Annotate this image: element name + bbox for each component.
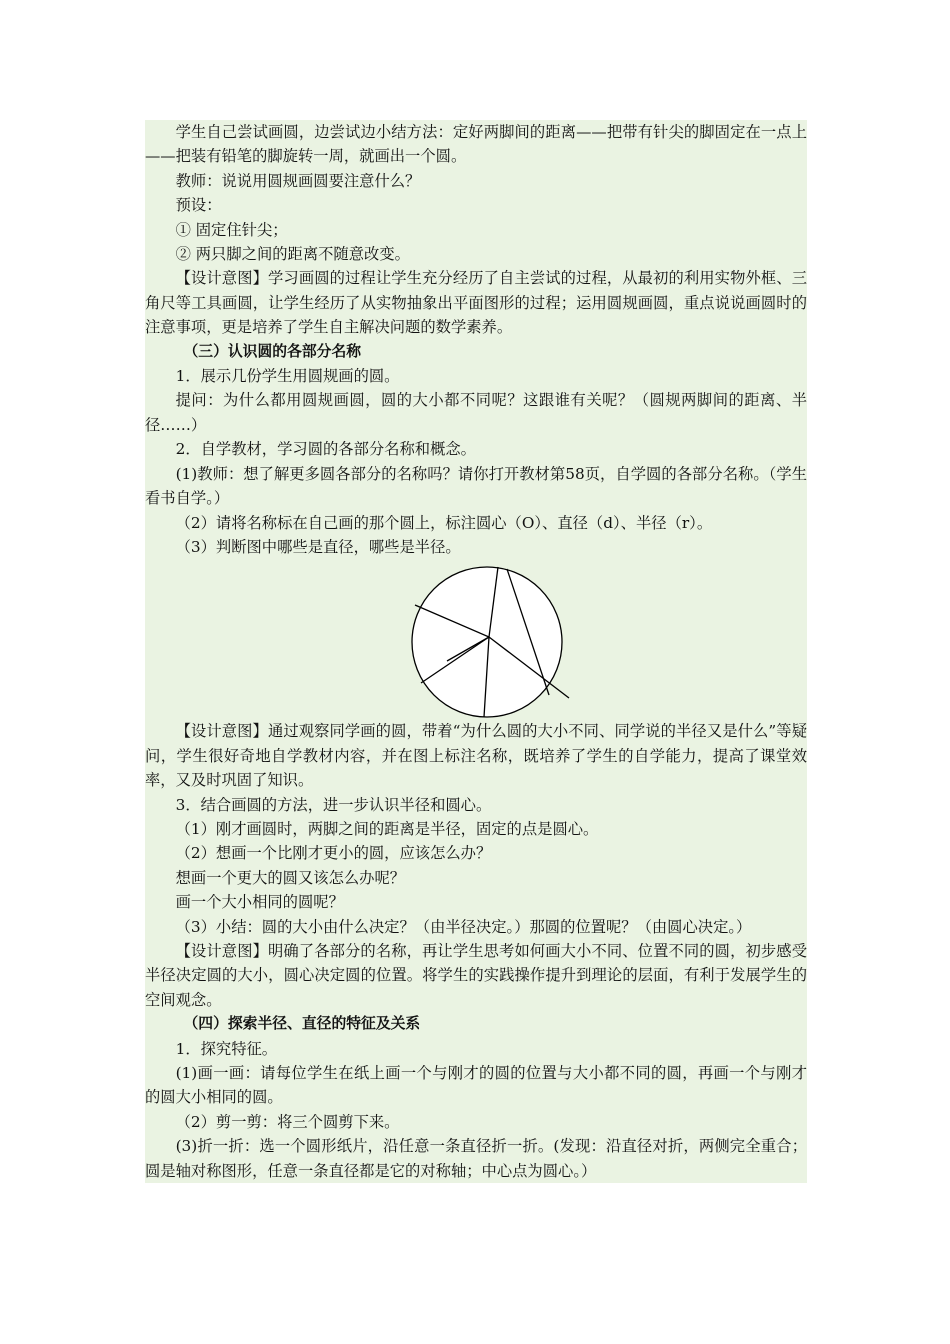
paragraph: （1）刚才画圆时，两脚之间的距离是半径，固定的点是圆心。 bbox=[175, 819, 599, 838]
paragraph: ② 两只脚之间的距离不随意改变。 bbox=[175, 245, 410, 264]
document-body bbox=[145, 120, 807, 1183]
section-heading: （三）认识圆的各部分名称 bbox=[183, 342, 362, 360]
paragraph: (1)教师：想了解更多圆各部分的名称吗？请你打开教材第58页，自学圆的各部分名称。（学生看书自学。） bbox=[145, 464, 807, 508]
paragraph: （3）小结：圆的大小由什么决定？（由半径决定。）那圆的位置呢？（由圆心决定。） bbox=[175, 917, 752, 936]
design-intent-paragraph: 【设计意图】学习画圆的过程让学生充分经历了自主尝试的过程，从最初的利用实物外框、三角尺等工具画圆，让学生经历了从实物抽象出平面图形的过程；运用圆规画圆，重点说说画圆时的注意事项，更是培养了学生自主解决问题的数学素养。 bbox=[145, 269, 807, 337]
paragraph: 画一个大小相同的圆呢？ bbox=[175, 893, 344, 912]
paragraph: （2）想画一个比刚才更小的圆，应该怎么办？ bbox=[175, 844, 492, 863]
paragraph: 想画一个更大的圆又该怎么办呢？ bbox=[175, 868, 406, 887]
paragraph: (3)折一折：选一个圆形纸片，沿任意一条直径折一折。(发现：沿直径对折，两侧完全重合；圆是轴对称图形，任意一条直径都是它的对称轴；中心点为圆心。） bbox=[145, 1137, 807, 1180]
design-intent-paragraph: 【设计意图】明确了各部分的名称，再让学生思考如何画大小不同、位置不同的圆，初步感受半径决定圆的大小，圆心决定圆的位置。将学生的实践操作提升到理论的层面，有利于发展学生的空间观念。 bbox=[145, 941, 807, 1009]
paragraph: (1)画一画：请每位学生在纸上画一个与刚才的圆的位置与大小都不同的圆，再画一个与刚才的圆大小相同的圆。 bbox=[145, 1064, 807, 1107]
paragraph: 预设： bbox=[175, 196, 222, 215]
design-intent-paragraph: 【设计意图】通过观察同学画的圆，带着“为什么圆的大小不同、同学说的半径又是什么”等疑问，学生很好奇地自学教材内容，并在图上标注名称，既培养了学生的自学能力，提高了课堂效率，又及时巩固了知识。 bbox=[145, 722, 807, 790]
paragraph: 3．结合画圆的方法，进一步认识半径和圆心。 bbox=[175, 795, 492, 814]
paragraph: 1．探究特征。 bbox=[175, 1039, 278, 1058]
paragraph: 教师：说说用圆规画圆要注意什么？ bbox=[175, 171, 421, 190]
paragraph: 提问：为什么都用圆规画圆，圆的大小都不同呢？这跟谁有关呢？（圆规两脚间的距离、半径……） bbox=[145, 391, 807, 434]
paragraph: ① 固定住针尖； bbox=[175, 220, 288, 239]
circle-diagram-icon bbox=[409, 565, 579, 719]
paragraph: 1．展示几份学生用圆规画的圆。 bbox=[175, 367, 400, 386]
section-heading: （四）探索半径、直径的特征及关系 bbox=[183, 1015, 421, 1033]
paragraph: （2）请将名称标在自己画的那个圆上，标注圆心（O）、直径（d）、半径（r）。 bbox=[175, 513, 713, 532]
circle-figure bbox=[145, 559, 807, 719]
paragraph: （3）判断图中哪些是直径，哪些是半径。 bbox=[175, 537, 461, 556]
paragraph: 学生自己尝试画圆，边尝试边小结方法：定好两脚间的距离——把带有针尖的脚固定在一点上——把装有铅笔的脚旋转一周，就画出一个圆。 bbox=[145, 123, 807, 166]
paragraph: （2）剪一剪：将三个圆剪下来。 bbox=[175, 1112, 400, 1131]
paragraph: 2．自学教材，学习圆的各部分名称和概念。 bbox=[175, 440, 476, 459]
